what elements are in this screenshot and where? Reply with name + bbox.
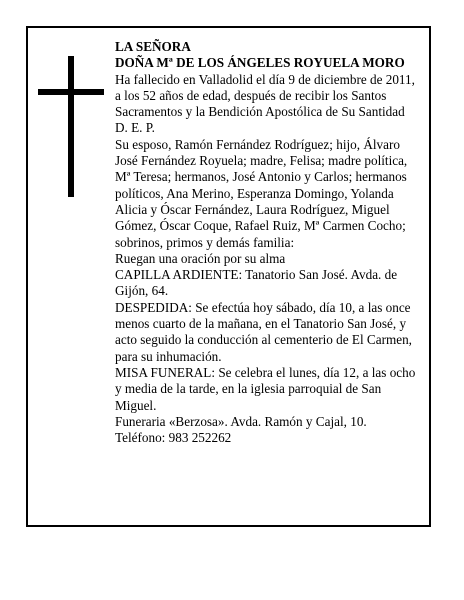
prayer-request: Ruegan una oración por su alma xyxy=(115,250,286,266)
deceased-name: DOÑA Mª DE LOS ÁNGELES ROYUELA MORO xyxy=(115,55,405,71)
death-statement: Ha fallecido en Valladolid el día 9 de diciembre de 2011, a los 52 años de edad, después de recibir los Santos Sacramentos y la Bendición Apostólica de Su Santidad xyxy=(115,71,415,120)
notice-heading: LA SEÑORA xyxy=(115,39,191,54)
rip-line: D. E. P. xyxy=(115,120,155,136)
notice-text xyxy=(115,39,423,446)
chapel-info: CAPILLA ARDIENTE: Tanatorio San José. Avda. de Gijón, 64. xyxy=(115,267,398,299)
funeral-mass-info: MISA FUNERAL: Se celebra el lunes, día 12, a las ocho y media de la tarde, en la iglesia parroquial de San Miguel. xyxy=(115,364,416,413)
farewell-info: DESPEDIDA: Se efectúa hoy sábado, día 10, a las once menos cuarto de la mañana, en el Tanatorio San José, y acto seguido la conducción al cementerio de El Carmen, para su inhumación. xyxy=(115,299,412,364)
cross-horizontal-bar xyxy=(38,89,104,95)
funeral-home-info: Funeraria «Berzosa». Avda. Ramón y Cajal, 10. xyxy=(115,413,367,429)
family-list: Su esposo, Ramón Fernández Rodríguez; hijo, Álvaro José Fernández Royuela; madre, Felisa; madre política, Mª Teresa; hermanos, José Antonio y Carlos; hermanos políticos, Ana Merino, Esperanza Domingo, Yolanda Alicia y Óscar Fernández, Laura Rodríguez, Miguel Gómez, Óscar Coque, Rafael Ruiz, Mª Carmen Cocho; sobrinos, primos y demás familia: xyxy=(115,136,408,250)
cross-vertical-bar xyxy=(68,56,74,197)
phone-info: Teléfono: 983 252262 xyxy=(115,430,232,446)
obituary-notice xyxy=(26,26,431,527)
